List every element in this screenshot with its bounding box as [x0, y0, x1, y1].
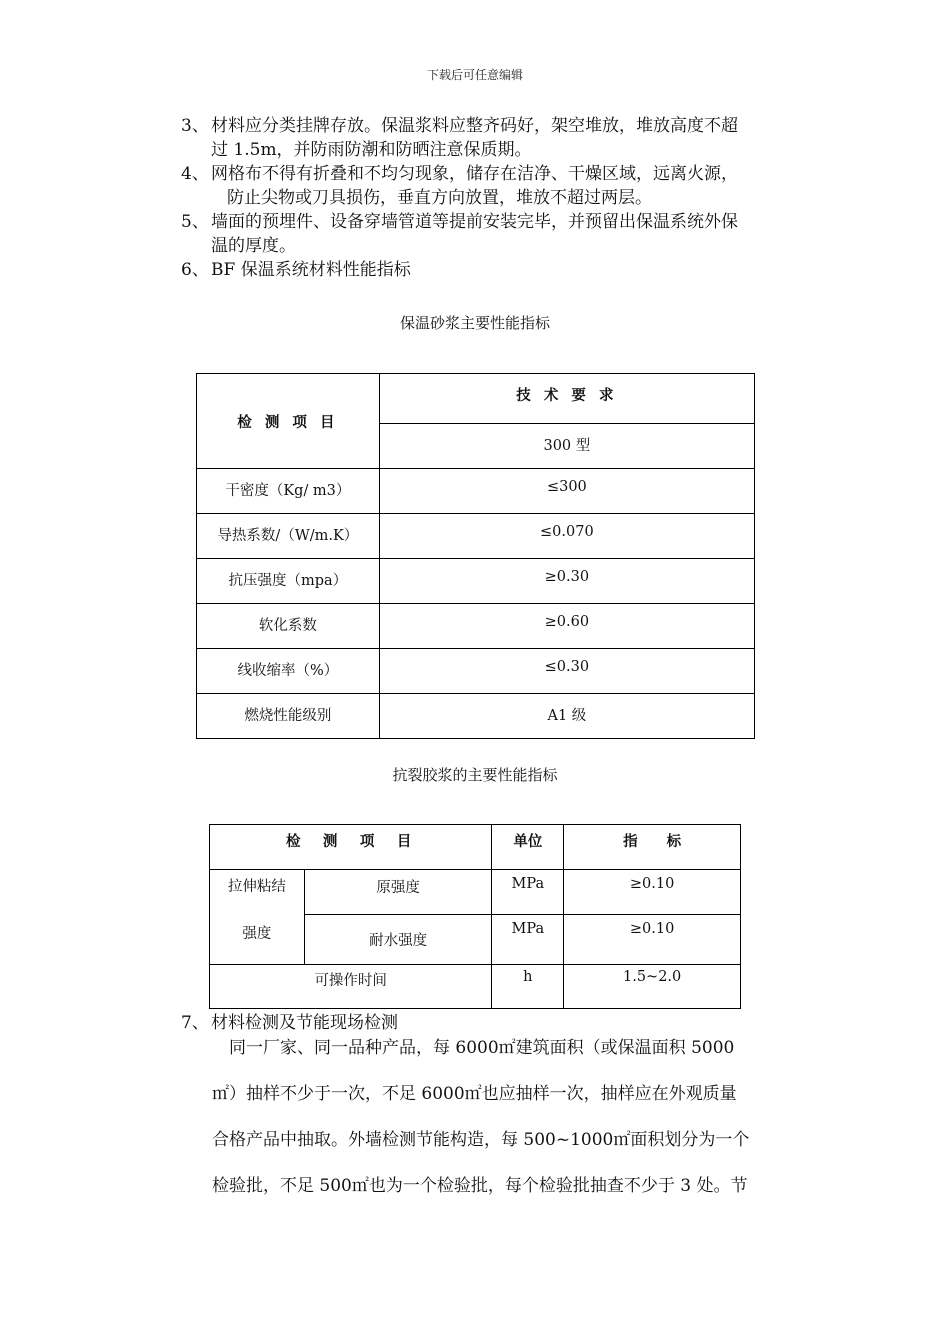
section-7-body [212, 1036, 808, 1220]
row-item: 抗压强度（mpa） [197, 559, 380, 604]
list-item [181, 114, 811, 162]
item-number: 7、 [181, 1013, 209, 1033]
table-row [197, 694, 755, 739]
row-subitem: 耐水强度 [304, 915, 492, 965]
table1-caption: 保温砂浆主要性能指标 [399, 314, 550, 332]
table-row [197, 649, 755, 694]
paragraph-line: 同一厂家、同一品种产品，每 6000㎡建筑面积（或保温面积 5000 [212, 1038, 735, 1058]
item-number: 6、 [181, 260, 209, 280]
row-item: 导热系数/（W/m.K） [197, 514, 380, 559]
item-number: 5、 [181, 212, 209, 232]
list-item [181, 162, 811, 210]
paragraph-line: ㎡）抽样不少于一次，不足 6000㎡也应抽样一次，抽样应在外观质量 [212, 1084, 737, 1104]
group-label [210, 870, 305, 965]
table-row [210, 965, 741, 1009]
item-text: 温的厚度。 [211, 236, 296, 256]
row-unit: MPa [492, 915, 564, 965]
item-text: 网格布不得有折叠和不均匀现象，储存在洁净、干燥区域，远离火源， [211, 164, 738, 184]
row-item: 干密度（Kg/ m3） [197, 469, 380, 514]
header-requirement: 技 术 要 求 [379, 374, 754, 424]
row-value: ≤0.070 [379, 514, 754, 559]
item-number: 4、 [181, 164, 209, 184]
group-label-line: 拉伸粘结 [227, 879, 286, 895]
mortar-performance-table [196, 373, 755, 739]
item-text: 防止尖物或刀具损伤，垂直方向放置，堆放不超过两层。 [227, 188, 652, 208]
table-row [210, 870, 741, 915]
paragraph-line: 检验批，不足 500㎡也为一个检验批，每个检验批抽查不少于 3 处。节 [212, 1176, 748, 1196]
header-index: 指 标 [564, 825, 741, 870]
row-item: 软化系数 [197, 604, 380, 649]
list-item [181, 258, 811, 282]
table-row [197, 559, 755, 604]
item-text: BF 保温系统材料性能指标 [211, 260, 411, 280]
item-number: 3、 [181, 116, 209, 136]
section-7-heading [181, 1011, 811, 1035]
mortar-crack-table [209, 824, 741, 1009]
row-value: 1.5~2.0 [564, 965, 741, 1009]
table-row [197, 469, 755, 514]
header-item: 检 测 项 目 [210, 825, 492, 870]
row-subitem: 原强度 [304, 870, 492, 915]
paragraph-line: 合格产品中抽取。外墙检测节能构造，每 500~1000㎡面积划分为一个 [212, 1130, 750, 1150]
table2-caption: 抗裂胶浆的主要性能指标 [392, 766, 558, 784]
item-text: 过 1.5m，并防雨防潮和防晒注意保质期。 [211, 140, 532, 160]
page-header: 下载后可任意编辑 [426, 68, 523, 82]
row-value: ≥0.10 [564, 915, 741, 965]
row-value: ≥0.30 [379, 559, 754, 604]
header-item: 检 测 项 目 [197, 374, 380, 469]
item-text: 材料应分类挂牌存放。保温浆料应整齐码好，架空堆放，堆放高度不超 [211, 116, 738, 136]
table-row [197, 604, 755, 649]
row-item: 可操作时间 [210, 965, 492, 1009]
group-label-line: 强度 [242, 926, 272, 942]
row-unit: MPa [492, 870, 564, 915]
header-unit: 单位 [492, 825, 564, 870]
row-unit: h [492, 965, 564, 1009]
material-notes-list [181, 114, 811, 282]
row-value: ≤0.30 [379, 649, 754, 694]
row-item: 线收缩率（%） [197, 649, 380, 694]
row-value: A1 级 [379, 694, 754, 739]
row-value: ≥0.10 [564, 870, 741, 915]
section-title: 材料检测及节能现场检测 [211, 1013, 398, 1033]
table-row [197, 514, 755, 559]
list-item [181, 210, 811, 258]
row-value: ≥0.60 [379, 604, 754, 649]
item-text: 墙面的预埋件、设备穿墙管道等提前安装完毕，并预留出保温系统外保 [211, 212, 738, 232]
header-type: 300 型 [379, 424, 754, 469]
row-item: 燃烧性能级别 [197, 694, 380, 739]
row-value: ≤300 [379, 469, 754, 514]
